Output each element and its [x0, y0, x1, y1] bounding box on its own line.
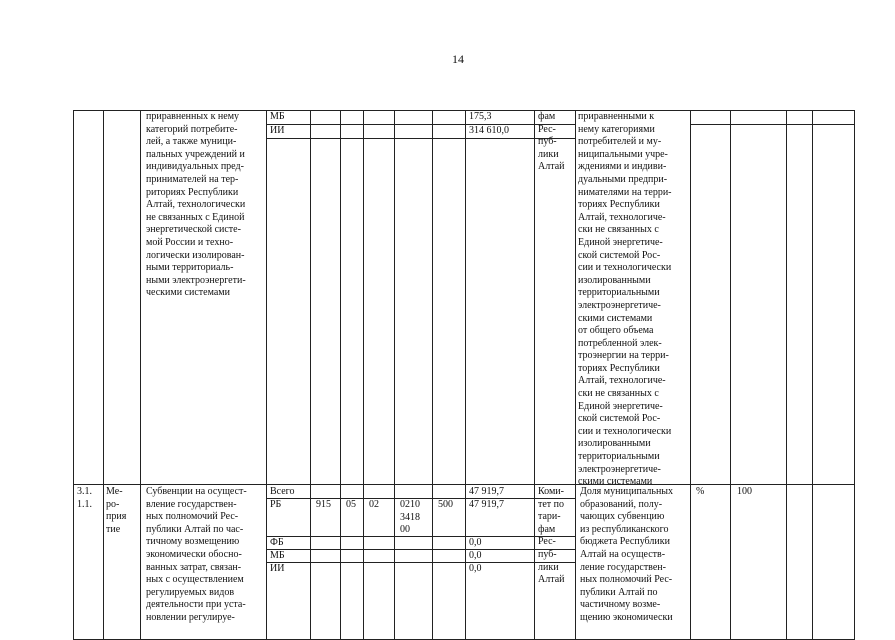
measure-description: приравненных к нему категорий потребите- лей, а также муници- пальных учреждений и индивидуальных пред- принимателей на тер- риториях Республики Алтай, технологически не связанных с Единой энергетической систе- мой России и техно- логически изолирован- ными территориаль- ными электроэнергети- ческими системами — [146, 111, 246, 299]
funding-source-label: МБ — [270, 111, 285, 122]
column-line — [432, 110, 433, 640]
funding-source-label: МБ — [270, 550, 285, 561]
funding-source-label: Всего — [270, 486, 295, 497]
indicator-description: приравненными к нему категориями потребителей и му- ниципальными учре- ждениями и индиви- дуальными предпри- нимателями на терри- ториях Республики Алтай, технологиче- ски не связанных с Единой энергетиче- ской системой Рос- сии и технологически изолированными территориальными электроэнергетиче- скими системами от общего объема потребленной элек- троэнергии на терри- ториях Республики Алтай, технологиче- ски не связанных с Единой энергетиче- ской системой Рос- сии и технологически изолированными территориальными электроэнергетиче- скими системами — [578, 111, 672, 488]
column-line — [690, 110, 691, 640]
column-line — [103, 110, 104, 640]
column-line — [394, 110, 395, 640]
funding-amount: 314 610,0 — [469, 125, 509, 136]
column-line — [575, 110, 576, 640]
funding-amount: 175,3 — [469, 111, 492, 122]
column-line — [786, 110, 787, 640]
indicator-value: 100 — [737, 486, 752, 497]
funding-source-label: ИИ — [270, 563, 285, 574]
row-divider — [266, 549, 575, 550]
indicator-unit: % — [696, 486, 705, 497]
row-divider — [266, 498, 575, 499]
item-code: 3.1. 1.1. — [77, 486, 92, 510]
indicator-description: Доля муниципальных образований, полу- чающих субвенцию из республиканского бюджета Республики Алтай на осуществ- ление государствен- ных полномочий Рес- публики Алтай по частичному возме- щению экономически — [580, 486, 674, 623]
column-line — [73, 110, 74, 640]
subsection-code: 02 — [369, 499, 379, 510]
expense-type-code: 500 — [438, 499, 453, 510]
row-divider — [266, 562, 575, 563]
column-line — [465, 110, 466, 640]
column-line — [363, 110, 364, 640]
row-divider — [266, 124, 575, 125]
row-divider — [690, 124, 854, 125]
measure-description: Субвенции на осущест- вление государствен- ных полномочий Рес- публики Алтай по час- тичному возмещению экономически обосно- ванных затрат, связан- ных с осуществлением регулируемых видов деятельности при уста- новлении регулируе- — [146, 486, 247, 623]
funding-source-label: РБ — [270, 499, 282, 510]
column-line — [534, 110, 535, 640]
responsible-executor: Коми- тет по тари- фам Рес- пуб- лики Алтай — [538, 486, 565, 586]
column-line — [310, 110, 311, 640]
row-divider — [266, 536, 575, 537]
responsible-executor: фам Рес- пуб- лики Алтай — [538, 111, 565, 173]
funding-amount: 0,0 — [469, 537, 482, 548]
item-type: Ме- ро- прия тие — [106, 486, 127, 535]
grbs-code: 915 — [316, 499, 331, 510]
funding-amount: 47 919,7 — [469, 486, 504, 497]
column-line — [140, 110, 141, 640]
funding-source-label: ФБ — [270, 537, 284, 548]
section-divider — [73, 484, 854, 485]
funding-amount: 0,0 — [469, 550, 482, 561]
funding-amount: 47 919,7 — [469, 499, 504, 510]
section-code: 05 — [346, 499, 356, 510]
column-line — [266, 110, 267, 640]
row-divider — [266, 138, 575, 139]
page-number: 14 — [452, 52, 464, 66]
column-line — [812, 110, 813, 640]
column-line — [854, 110, 855, 640]
funding-source-label: ИИ — [270, 125, 285, 136]
column-line — [340, 110, 341, 640]
column-line — [730, 110, 731, 640]
target-article-code: 0210 3418 00 — [400, 499, 420, 536]
funding-amount: 0,0 — [469, 563, 482, 574]
